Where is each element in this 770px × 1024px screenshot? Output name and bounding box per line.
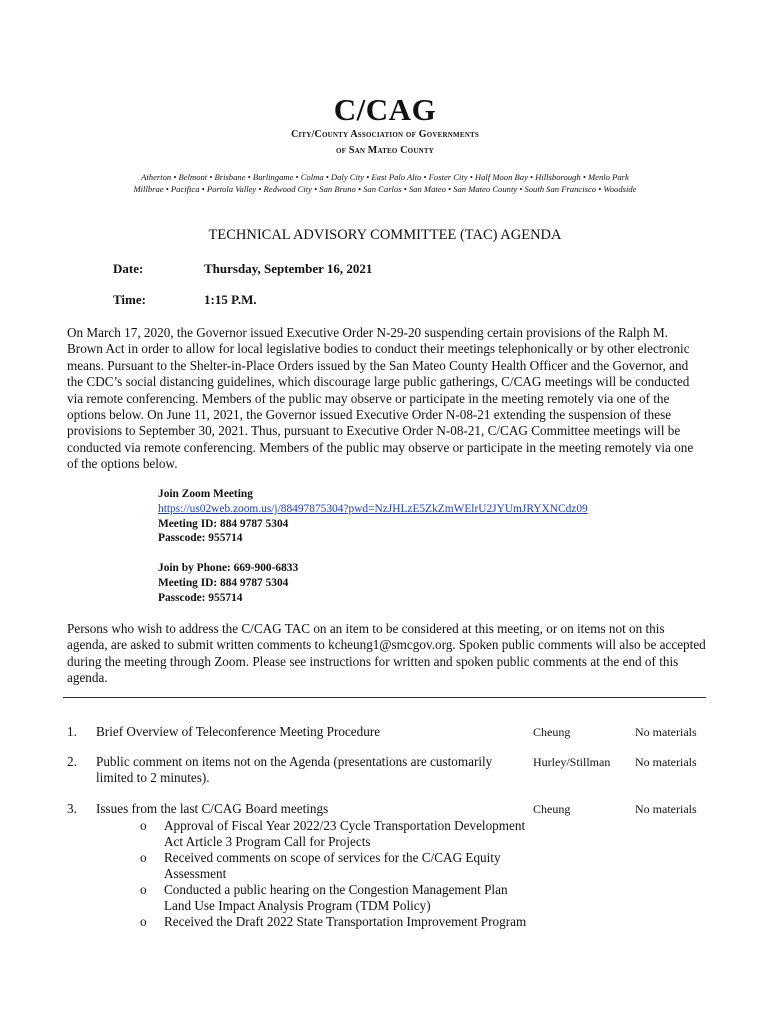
bullet-icon: o — [140, 818, 147, 833]
item-presenter: Hurley/Stillman — [533, 755, 611, 769]
item-number: 3. — [67, 801, 77, 816]
section-divider — [63, 697, 706, 698]
bullet-icon: o — [140, 850, 147, 865]
subitem-text: Approval of Fiscal Year 2022/23 Cycle Transportation Development Act Article 3 Program Call for Projects — [164, 818, 526, 850]
item-materials: No materials — [635, 802, 697, 816]
phone-heading: Join by Phone: 669-900-6833 — [158, 562, 299, 574]
item-number: 1. — [67, 724, 77, 739]
org-name-line1: City/County Association of Governments — [291, 129, 479, 140]
item-text: Brief Overview of Teleconference Meeting Procedure — [96, 724, 381, 739]
zoom-meeting-block — [158, 487, 588, 546]
org-name-line2: of San Mateo County — [336, 145, 434, 156]
item-materials: No materials — [635, 755, 697, 769]
date-value: Thursday, September 16, 2021 — [204, 261, 373, 276]
bullet-icon: o — [140, 882, 147, 897]
phone-block — [158, 561, 298, 605]
subitem-text: Received comments on scope of services for the C/CAG Equity Assessment — [164, 850, 501, 882]
public-comment-paragraph: Persons who wish to address the C/CAG TAC on an item to be considered at this meeting, or on items not on this agenda, are asked to submit written comments to kcheung1@smcgov.org. Spoken public comments will also be accepted during the meeting through Zoom. Please see instructions for written and spoken public comments at the end of this agenda. — [67, 621, 706, 686]
item-materials: No materials — [635, 725, 697, 739]
bullet-icon: o — [140, 914, 147, 929]
time-label: Time: — [113, 292, 146, 307]
member-cities-line1: Atherton • Belmont • Brisbane • Burlingame • Colma • Daly City • East Palo Alto • Foster City • Half Moon Bay • Hillsborough • Menlo Park — [141, 172, 629, 182]
zoom-passcode: Passcode: 955714 — [158, 532, 243, 545]
zoom-link[interactable]: https://us02web.zoom.us/j/88497875304?pwd=NzJHLzE5ZkZmWElrU2JYUmJRYXNCdz09 — [158, 502, 588, 515]
item-presenter: Cheung — [533, 802, 571, 816]
ccag-logo: C/CAG — [333, 92, 437, 127]
item-text: Issues from the last C/CAG Board meetings — [96, 801, 329, 816]
date-label: Date: — [113, 261, 144, 276]
zoom-meeting-id: Meeting ID: 884 9787 5304 — [158, 517, 289, 530]
phone-passcode: Passcode: 955714 — [158, 591, 243, 604]
intro-paragraph: On March 17, 2020, the Governor issued Executive Order N-29-20 suspending certain provisions of the Ralph M. Brown Act in order to allow for local legislative bodies to conduct their meetings telephonically or by other electronic means. Pursuant to the Shelter-in-Place Orders issued by the San Mateo County Health Officer and the Governor, and the CDC’s social distancing guidelines, which discourage large public gatherings, C/CAG meetings will be conducted via remote conferencing. Members of the public may observe or participate in the meeting remotely via one of the options below. On June 11, 2021, the Governor issued Executive Order N-08-21 extending the suspension of these provisions to September 30, 2021. Thus, pursuant to Executive Order N-08-21, C/CAG Committee meetings will be conducted via remote conferencing. Members of the public may observe or participate in the meeting remotely via one of the options below. — [67, 325, 694, 472]
item-text: Public comment on items not on the Agenda (presentations are customarily limited to 2 minutes). — [96, 754, 493, 786]
agenda-title: TECHNICAL ADVISORY COMMITTEE (TAC) AGENDA — [208, 227, 562, 243]
time-value: 1:15 P.M. — [204, 292, 257, 307]
phone-meeting-id: Meeting ID: 884 9787 5304 — [158, 576, 289, 589]
item-number: 2. — [67, 754, 77, 769]
subitem-text: Received the Draft 2022 State Transportation Improvement Program — [164, 914, 527, 929]
item-presenter: Cheung — [533, 725, 571, 739]
member-cities-line2: Millbrae • Pacifica • Portola Valley • Redwood City • San Bruno • San Carlos • San Mateo • San Mateo County • South San Francisco • Woodside — [133, 184, 637, 194]
subitem-text: Conducted a public hearing on the Congestion Management Plan Land Use Impact Analysis Program (TDM Policy) — [164, 882, 508, 914]
zoom-heading: Join Zoom Meeting — [158, 488, 253, 500]
